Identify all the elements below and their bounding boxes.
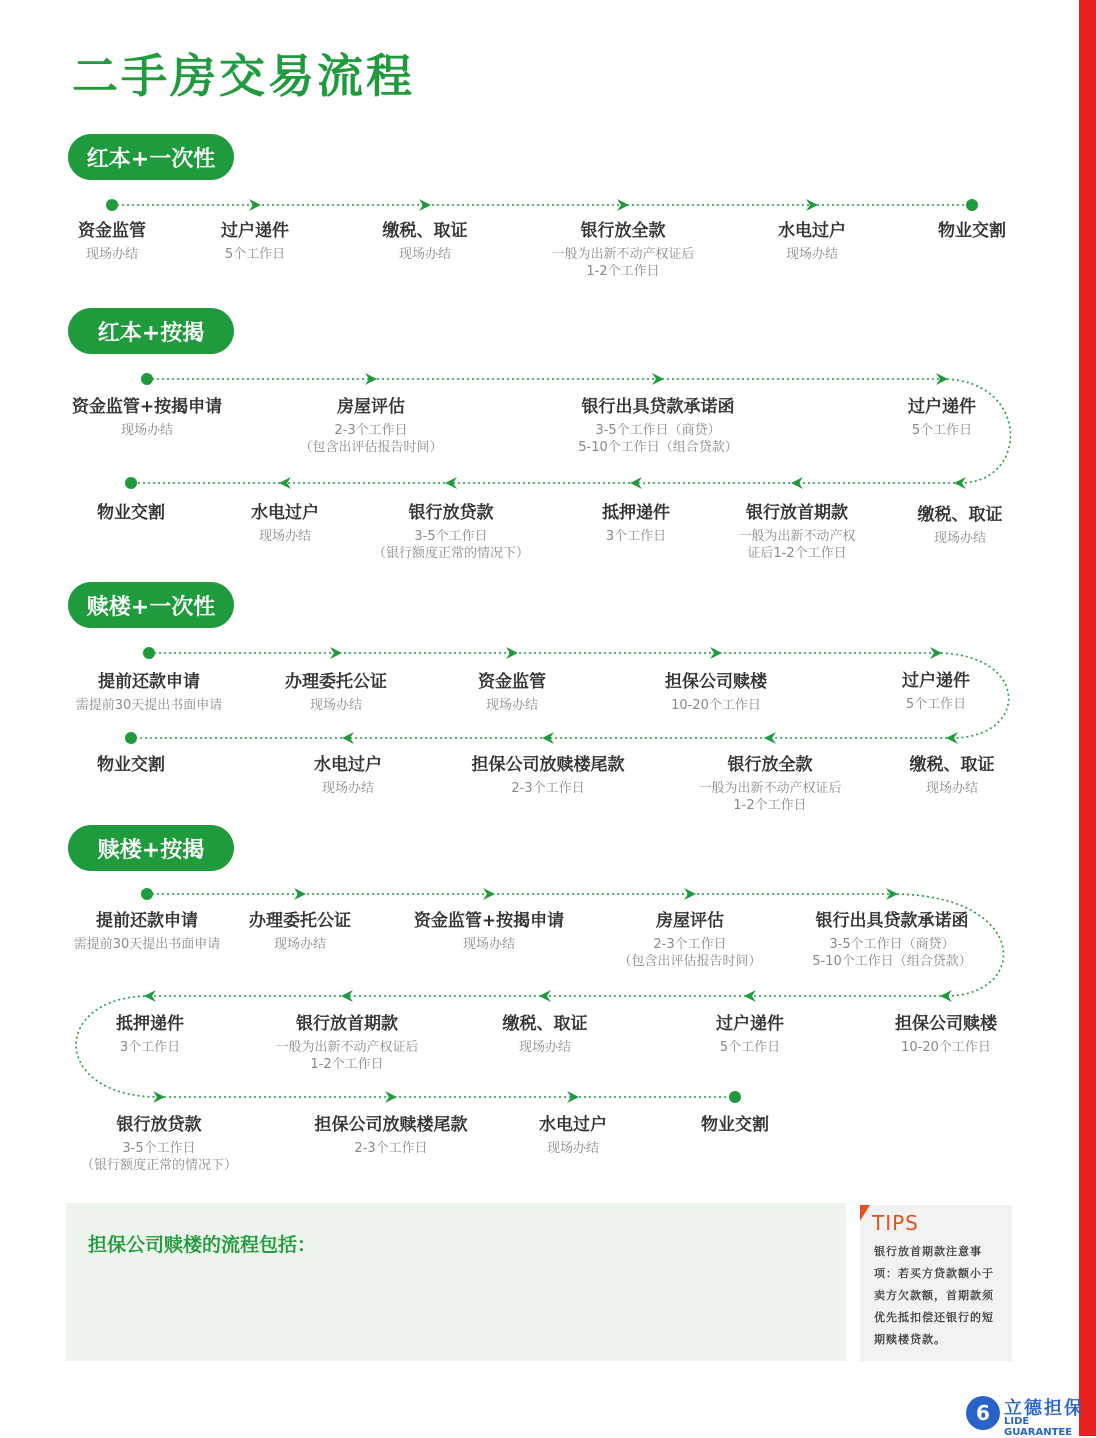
- step-name: 担保公司赎楼: [665, 672, 767, 692]
- step-note: 一般为出新不动产权证后: [698, 781, 842, 796]
- arrow-right-icon: [506, 647, 518, 659]
- step-note: 需提前30天提出书面申请: [75, 698, 223, 713]
- arrow-left-icon: [791, 477, 803, 489]
- step-note: 现场办结: [309, 698, 362, 713]
- flow-step: [97, 754, 165, 776]
- step-name: 担保公司放赎楼尾款: [471, 755, 625, 775]
- flow-step: [478, 671, 546, 714]
- step-note: 5个工作日: [905, 697, 967, 712]
- step-note: （包含出评估报告时间）: [618, 954, 762, 969]
- step-note: 现场办结: [785, 247, 838, 262]
- flow-step: [116, 1013, 184, 1056]
- step-name: 银行出具贷款承诺函: [815, 911, 969, 931]
- flow-step: [895, 1013, 997, 1056]
- arrow-right-icon: [153, 1091, 165, 1103]
- flow-step: [221, 220, 289, 263]
- step-note: 现场办结: [258, 529, 311, 544]
- flow-step: [902, 670, 970, 713]
- step-note: 现场办结: [925, 781, 978, 796]
- arrow-left-icon: [764, 732, 776, 744]
- step-name: 资金监管: [478, 672, 546, 692]
- flow-step: [539, 1114, 607, 1157]
- flow-step: [503, 1013, 588, 1056]
- step-note: 现场办结: [518, 1040, 571, 1055]
- flow-step: [698, 754, 841, 814]
- flow-step: [414, 910, 564, 953]
- step-note: 5-10个工作日（组合贷款）: [578, 440, 738, 455]
- step-name: 水电过户: [778, 221, 846, 241]
- step-note: 现场办结: [398, 247, 451, 262]
- step-name: 抵押递件: [116, 1014, 184, 1034]
- step-note: 2-3个工作日: [653, 937, 727, 952]
- arrow-left-icon: [940, 990, 952, 1002]
- step-name: 缴税、取证: [382, 221, 468, 241]
- tips-line: 银行放首期款注意事: [874, 1245, 982, 1258]
- step-dot-marker: [106, 199, 118, 211]
- step-note: （银行额度正常的情况下）: [372, 546, 530, 561]
- step-note: 现场办结: [546, 1141, 599, 1156]
- step-note: 2-3个工作日: [334, 423, 408, 438]
- tips-line: 期赎楼贷款。: [874, 1333, 946, 1346]
- flow-step: [472, 754, 625, 797]
- flow-step: [285, 671, 387, 714]
- arrow-left-icon: [630, 477, 642, 489]
- step-note: 3-5个工作日: [414, 529, 488, 544]
- step-note: 一般为出新不动产权证后: [551, 247, 695, 262]
- flow-step: [81, 1114, 237, 1174]
- page-title: 二手房交易流程: [72, 49, 415, 103]
- tips-line: 优先抵扣偿还银行的短: [874, 1311, 994, 1324]
- step-name: 房屋评估: [336, 397, 405, 417]
- flow-step: [551, 220, 694, 280]
- flow-step: [72, 396, 222, 439]
- step-note: 5个工作日: [719, 1040, 781, 1055]
- arrow-right-icon: [684, 888, 696, 900]
- flow-step: [78, 220, 146, 263]
- flow-step: [618, 910, 761, 970]
- step-dot-marker: [729, 1091, 741, 1103]
- step-note: 10-20个工作日: [671, 698, 761, 713]
- step-name: 物业交割: [97, 503, 165, 523]
- section-label-4: 赎楼+按揭: [68, 825, 234, 871]
- flow-step: [602, 502, 670, 545]
- flow-step: [315, 1114, 468, 1157]
- tips-body: [874, 1241, 1008, 1351]
- step-name: 办理委托公证: [249, 911, 351, 931]
- flow-step: [383, 220, 468, 263]
- flow-step: [251, 502, 319, 545]
- flow-step: [812, 910, 972, 970]
- step-name: 过户递件: [908, 397, 976, 417]
- flow-step: [701, 1114, 769, 1136]
- flow-step: [76, 671, 223, 714]
- flow-step: [938, 220, 1006, 242]
- step-name: 缴税、取证: [909, 755, 995, 775]
- flow-step: [738, 502, 855, 562]
- arrow-left-icon: [445, 477, 457, 489]
- step-note: 现场办结: [321, 781, 374, 796]
- step-name: 水电过户: [314, 755, 382, 775]
- step-name: 银行放首期款: [745, 503, 848, 523]
- step-name: 担保公司赎楼: [895, 1014, 997, 1034]
- flow-step: [716, 1013, 784, 1056]
- step-name: 银行放贷款: [408, 503, 494, 523]
- step-note: 2-3个工作日: [354, 1141, 428, 1156]
- arrow-left-icon: [946, 732, 958, 744]
- section-label-2: 红本+按揭: [68, 308, 234, 354]
- step-note: 3个工作日: [119, 1040, 181, 1055]
- step-name: 抵押递件: [602, 503, 670, 523]
- step-name: 过户递件: [902, 671, 970, 691]
- arrow-left-icon: [342, 732, 354, 744]
- step-name: 物业交割: [701, 1115, 769, 1135]
- arrow-right-icon: [419, 199, 431, 211]
- step-note: 现场办结: [273, 937, 326, 952]
- step-name: 水电过户: [539, 1115, 607, 1135]
- step-note: 1-2个工作日: [733, 798, 807, 813]
- step-note: 1-2个工作日: [586, 264, 660, 279]
- step-name: 银行放贷款: [116, 1115, 202, 1135]
- step-note: 3-5个工作日: [122, 1141, 196, 1156]
- step-name: 缴税、取证: [502, 1014, 588, 1034]
- step-name: 银行放全款: [580, 221, 666, 241]
- step-name: 缴税、取证: [917, 505, 1003, 525]
- step-name: 过户递件: [221, 221, 289, 241]
- section-label-3: 赎楼+一次性: [68, 582, 234, 628]
- arrow-left-icon: [542, 732, 554, 744]
- step-note: 3-5个工作日（商贷）: [829, 937, 955, 952]
- flow-step: [249, 910, 351, 953]
- flow-step: [74, 910, 221, 953]
- step-name: 提前还款申请: [95, 911, 198, 931]
- flow-step: [314, 754, 382, 797]
- flow-step: [918, 504, 1003, 547]
- step-name: 水电过户: [251, 503, 319, 523]
- step-name: 银行放全款: [727, 755, 813, 775]
- arrow-right-icon: [365, 373, 377, 385]
- step-name: 银行放首期款: [295, 1014, 398, 1034]
- step-dot-marker: [143, 647, 155, 659]
- step-name: 房屋评估: [655, 911, 724, 931]
- step-name: 物业交割: [938, 221, 1006, 241]
- flow-step: [665, 671, 767, 714]
- arrow-right-icon: [294, 888, 306, 900]
- arrow-right-icon: [567, 1091, 579, 1103]
- logo-name-cn: 立德担保: [1004, 1398, 1084, 1419]
- arrow-left-icon: [954, 477, 966, 489]
- step-name: 资金监管: [78, 221, 146, 241]
- arrow-right-icon: [710, 647, 722, 659]
- step-note: 5个工作日: [911, 423, 973, 438]
- step-note: 2-3个工作日: [511, 781, 585, 796]
- arrow-right-icon: [385, 1091, 397, 1103]
- step-note: 现场办结: [85, 247, 138, 262]
- arrow-right-icon: [483, 888, 495, 900]
- flow-step: [97, 502, 165, 524]
- step-note: 1-2个工作日: [310, 1057, 384, 1072]
- flow-step: [275, 1013, 418, 1073]
- step-name: 提前还款申请: [97, 672, 200, 692]
- step-name: 担保公司放赎楼尾款: [314, 1115, 468, 1135]
- step-note: 现场办结: [462, 937, 515, 952]
- flow-step: [578, 396, 738, 456]
- tips-line: 卖方欠款额，首期款须: [874, 1289, 994, 1302]
- step-note: 现场办结: [933, 531, 986, 546]
- guarantee-box: [66, 1203, 846, 1361]
- arrow-right-icon: [330, 647, 342, 659]
- step-note: 5个工作日: [224, 247, 286, 262]
- flow-step: [299, 396, 442, 456]
- step-note: 3个工作日: [605, 529, 667, 544]
- tips-heading: TIPS: [872, 1211, 919, 1235]
- step-name: 物业交割: [97, 755, 165, 775]
- step-dot-marker: [141, 373, 153, 385]
- step-note: 证后1-2个工作日: [747, 546, 847, 561]
- step-name: 过户递件: [716, 1014, 784, 1034]
- step-note: 一般为出新不动产权: [738, 529, 856, 544]
- step-note: 现场办结: [485, 698, 538, 713]
- step-name: 办理委托公证: [285, 672, 387, 692]
- step-note: 现场办结: [120, 423, 173, 438]
- logo-name-en: LIDE GUARANTEE: [1004, 1416, 1073, 1438]
- step-dot-marker: [141, 888, 153, 900]
- flow-step: [778, 220, 846, 263]
- step-note: 5-10个工作日（组合贷款）: [812, 954, 972, 969]
- step-note: 3-5个工作日（商贷）: [595, 423, 721, 438]
- arrow-right-icon: [249, 199, 261, 211]
- arrow-left-icon: [341, 990, 353, 1002]
- step-note: 需提前30天提出书面申请: [73, 937, 221, 952]
- step-dot-marker: [966, 199, 978, 211]
- flow-step: [910, 754, 995, 797]
- arrow-right-icon: [930, 647, 942, 659]
- step-name: 银行出具贷款承诺函: [581, 397, 735, 417]
- tips-line: 项：若买方贷款额小于: [874, 1267, 994, 1280]
- guarantee-title: 担保公司赎楼的流程包括：: [88, 1234, 317, 1256]
- step-note: 10-20个工作日: [901, 1040, 991, 1055]
- step-dot-marker: [125, 477, 137, 489]
- tips-corner-mark: [860, 1205, 870, 1221]
- step-name: 资金监管+按揭申请: [71, 397, 223, 417]
- flow-step: [373, 502, 529, 562]
- step-dot-marker: [125, 732, 137, 744]
- flow-step: [908, 396, 976, 439]
- step-note: 一般为出新不动产权证后: [275, 1040, 419, 1055]
- step-note: （银行额度正常的情况下）: [80, 1158, 238, 1173]
- step-note: （包含出评估报告时间）: [299, 440, 443, 455]
- section-label-1: 红本+一次性: [68, 134, 234, 180]
- logo-icon: 6: [966, 1396, 1000, 1430]
- step-name: 资金监管+按揭申请: [413, 911, 565, 931]
